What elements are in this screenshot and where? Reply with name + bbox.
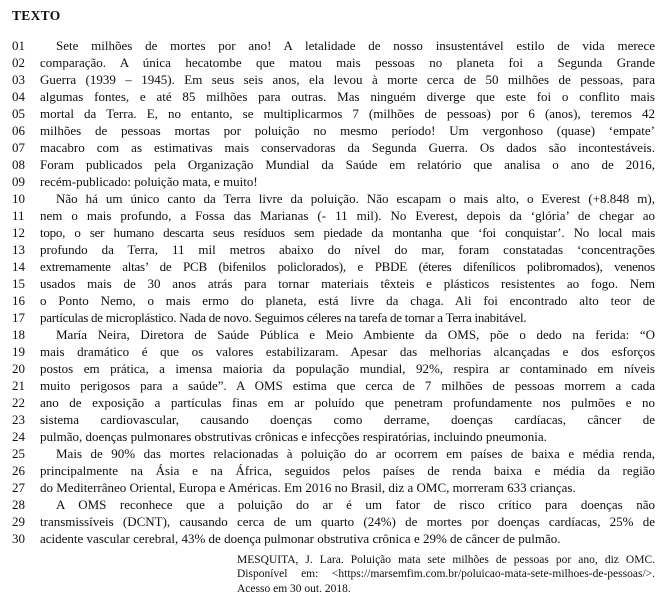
text-line [12, 88, 657, 105]
citation [237, 553, 655, 596]
text-line [12, 394, 657, 411]
line-text: mortal da Terra. E, no entanto, se multiplicarmos 7 (milhões de pessoas) por 6 (anos), teremos 42 [40, 106, 655, 121]
line-number: 12 [12, 225, 25, 240]
line-text: principalmente na Ásia e na África, seguidos pelos países de renda baixa e média da região [40, 463, 655, 478]
line-text: partículas de microplástico. Nada de novo. Seguimos céleres na tarefa de tornar a Terra inabitável. [40, 310, 527, 325]
text-line [12, 445, 657, 462]
line-text: muito perigosos para a saúde”. A OMS estima que cerca de 7 milhões de pessoas morrem a cada [40, 378, 655, 393]
line-text: mais dramático é que os valores estabilizaram. Apesar das melhorias alcançadas e dos esforços [40, 344, 655, 359]
line-text: sistema cardiovascular, causando doenças como derrame, doenças cardíacas, câncer de [40, 412, 655, 427]
text-line [12, 377, 657, 394]
line-number: 21 [12, 378, 25, 393]
text-line [12, 258, 657, 275]
line-text: recém-publicado: poluição mata, e muito! [40, 174, 258, 189]
line-text: A OMS reconhece que a poluição do ar é um fator de risco crítico para doenças não [56, 497, 655, 512]
line-text: topo, o ser humano descarta seus resíduos sem piedade da montanha que ‘foi conquistar’. No local mais [40, 225, 655, 240]
line-text: María Neira, Diretora de Saúde Pública e Meio Ambiente da OMS, põe o dedo na ferida: “O [56, 327, 655, 342]
line-number: 30 [12, 531, 25, 546]
line-number: 01 [12, 38, 25, 53]
line-number: 26 [12, 463, 25, 478]
line-number: 20 [12, 361, 25, 376]
text-line [12, 122, 657, 139]
text-line [12, 411, 657, 428]
citation-line: MESQUITA, J. Lara. Poluição mata sete milhões de pessoas por ano, diz OMC. [237, 554, 655, 566]
text-line [12, 207, 657, 224]
text-line [12, 139, 657, 156]
line-text: Mais de 90% das mortes relacionadas à poluição do ar ocorrem em países de baixa e média renda, [56, 446, 655, 461]
line-text: ano de exposição a partículas finas em ar poluído que penetram profundamente nos pulmões e no [40, 395, 655, 410]
line-text: Guerra (1939 – 1945). Em seus seis anos, ela levou à morte cerca de 50 milhões de pessoas, para [40, 72, 655, 87]
line-number: 25 [12, 446, 25, 461]
line-number: 14 [12, 259, 25, 274]
text-line [12, 428, 657, 445]
line-number: 23 [12, 412, 25, 427]
line-number: 07 [12, 140, 25, 155]
line-text: Não há um único canto da Terra livre da poluição. Não escapam o mais alto, o Everest (+8.848 m), [56, 191, 655, 206]
text-line [12, 513, 657, 530]
line-text: o Ponto Nemo, o mais ermo do planeta, está livre da chaga. Ali foi encontrado alto teor de [40, 293, 655, 308]
text-line [12, 275, 657, 292]
line-text: comparação. A única hecatombe que matou mais pessoas no planeta foi a Segunda Grande [40, 55, 655, 70]
line-text: algumas fontes, e até 85 milhões para outras. Mas ninguém diverge que este foi o conflito mais [40, 89, 655, 104]
line-number: 24 [12, 429, 25, 444]
text-line [12, 224, 657, 241]
line-number: 18 [12, 327, 25, 342]
text-line [12, 530, 657, 547]
line-number: 17 [12, 310, 25, 325]
line-number: 03 [12, 72, 25, 87]
line-text: macabro com as estimativas mais conservadoras da Segunda Guerra. Os dados são incontestáveis. [40, 140, 655, 155]
citation-line: Disponível em: <https://marsemfim.com.br/poluicao-mata-sete-milhoes-de-pessoas/>. [237, 568, 655, 581]
line-text: Foram publicados pela Organização Mundial da Saúde em relatório que analisa o ano de 2016, [40, 157, 655, 172]
line-text: profundo da Terra, 11 mil metros abaixo do nível do mar, foram constatadas ‘concentrações [40, 242, 655, 257]
text-body [12, 37, 657, 547]
line-number: 11 [12, 208, 25, 223]
line-number: 22 [12, 395, 25, 410]
text-line [12, 360, 657, 377]
line-number: 27 [12, 480, 25, 495]
line-text: do Mediterrâneo Oriental, Europa e Américas. Em 2016 no Brasil, diz a OMC, morreram 633 crianças. [40, 480, 576, 495]
text-line [12, 105, 657, 122]
line-text: acidente vascular cerebral, 43% de doença pulmonar obstrutiva crônica e 29% de câncer de pulmão. [40, 531, 561, 546]
line-number: 09 [12, 174, 25, 189]
text-line [12, 173, 657, 190]
citation-line: Acesso em 30 out. 2018. [237, 582, 351, 595]
text-line [12, 292, 657, 309]
text-line [12, 343, 657, 360]
line-number: 29 [12, 514, 25, 529]
text-line [12, 54, 657, 71]
line-text: extremamente altas’ de PCB (bifenilos policlorados), e PBDE (éteres difenílicos polibromados), venenos [40, 259, 655, 274]
page-title: TEXTO [12, 8, 61, 23]
text-line [12, 309, 657, 326]
line-number: 13 [12, 242, 25, 257]
line-text: pulmão, doenças pulmonares obstrutivas crônicas e infecções respiratórias, incluindo pneumonia. [40, 429, 547, 444]
line-text: usados mais de 30 anos atrás para tornar materiais têxteis e plásticos resistentes ao fogo. Nem [40, 276, 655, 291]
line-text: transmissíveis (DCNT), causando cerca de um quarto (24%) de mortes por doenças cardíacas, 25% de [40, 514, 655, 529]
text-line [12, 37, 657, 54]
line-number: 02 [12, 55, 25, 70]
line-number: 06 [12, 123, 25, 138]
line-text: milhões de pessoas mortas por poluição no mesmo período! Um vergonhoso (quase) ‘empate’ [40, 123, 655, 138]
text-line [12, 71, 657, 88]
line-text: Sete milhões de mortes por ano! A letalidade de nosso insustentável estilo de vida merece [56, 38, 655, 53]
line-number: 04 [12, 89, 25, 104]
line-number: 28 [12, 497, 25, 512]
text-line [12, 241, 657, 258]
line-number: 08 [12, 157, 25, 172]
text-line [12, 479, 657, 496]
line-number: 16 [12, 293, 25, 308]
line-number: 15 [12, 276, 25, 291]
text-line [12, 326, 657, 343]
text-line [12, 462, 657, 479]
text-line [12, 190, 657, 207]
text-line [12, 156, 657, 173]
line-number: 05 [12, 106, 25, 121]
text-line [12, 496, 657, 513]
line-number: 10 [12, 191, 25, 206]
line-text: nem o mais profundo, a Fossa das Marianas (- 11 mil). No Everest, depois da ‘glória’ de chegar ao [40, 208, 655, 223]
line-number: 19 [12, 344, 25, 359]
line-text: postos em prática, a imensa maioria da população mundial, 92%, respira ar contaminado em níveis [40, 361, 655, 376]
